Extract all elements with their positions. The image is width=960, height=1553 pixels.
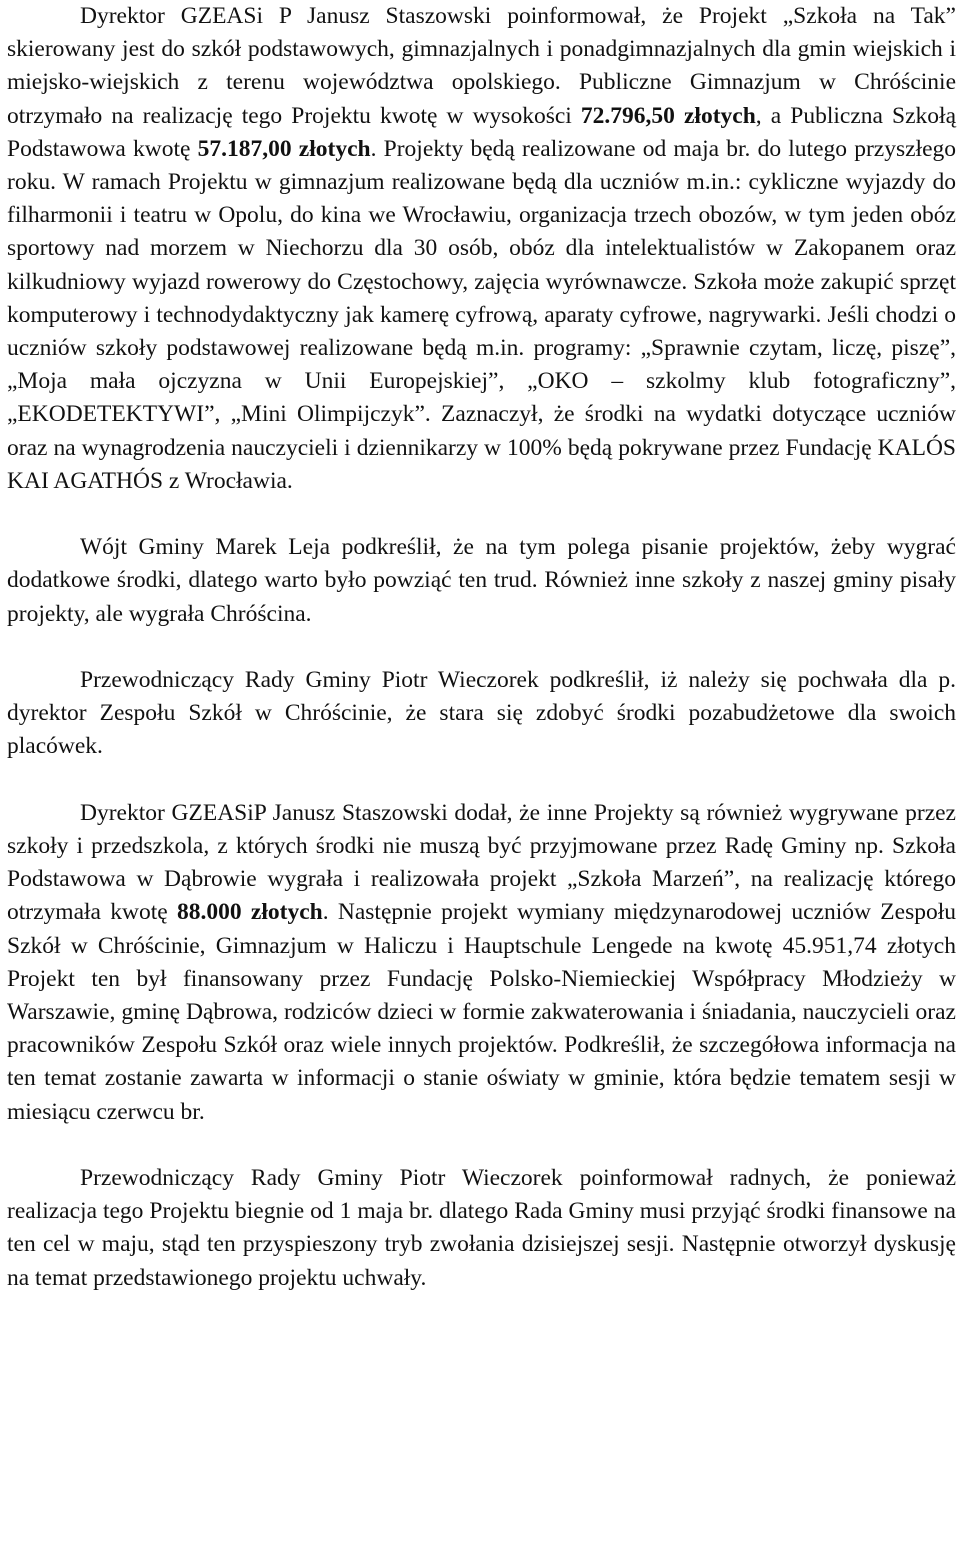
paragraph-4-amount: 88.000 złotych (176, 899, 323, 926)
paragraph-3 (7, 664, 956, 764)
paragraph-1-amount-szkola: 57.187,00 złotych (197, 135, 371, 162)
paragraph-1-amount-gimnazjum: 72.796,50 złotych (580, 102, 756, 129)
paragraph-5-text: Przewodniczący Rady Gminy Piotr Wieczorek poinformował radnych, że ponieważ realizacja tego Projektu biegnie od 1 maja br. dlatego Rada Gminy musi przyjąć środki finansowe na ten cel w maju, stąd ten przyspieszony tryb zwołania dzisiejszej sesji. Następnie otworzył dyskusję na temat przedstawionego projektu uchwały. (7, 1165, 956, 1291)
paragraph-5 (7, 1162, 956, 1295)
paragraph-4-text-2: . Następnie projekt wymiany międzynarodowej uczniów Zespołu Szkół w Chróścinie, Gimnazjum w Haliczu i Hauptschule Lengede na kwotę 45.951,74 złotych Projekt ten był finansowany przez Fundację Polsko-Niemieckiej Współpracy Młodzieży w Warszawie, gminę Dąbrowa, rodziców dzieci w formie zakwaterowania i śniadania, nauczycieli oraz pracowników Zespołu Szkół oraz wiele innych projektów. Podkreślił, że szczegółowa informacja na ten temat zostanie zawarta w informacji o stanie oświaty w gminie, która będzie tematem sesji w miesiącu czerwcu br. (7, 899, 957, 1125)
paragraph-2-text: Wójt Gminy Marek Leja podkreślił, że na tym polega pisanie projektów, żeby wygrać dodatkowe środki, dlatego warto było powziąć ten trud. Również inne szkoły z naszej gminy pisały projekty, ale wygrała Chróścina. (7, 534, 956, 627)
paragraph-1-text-2: , a Publiczna Szkołą Podstawowa kwotę (7, 102, 957, 162)
paragraph-3-text: Przewodniczący Rady Gminy Piotr Wieczorek podkreślił, iż należy się pochwała dla p. dyrektor Zespołu Szkół w Chróścinie, że stara się zdobyć środki pozabudżetowe dla swoich placówek. (7, 667, 956, 760)
document-body (7, 0, 956, 1295)
paragraph-1 (7, 0, 956, 498)
paragraph-4 (7, 797, 956, 1129)
paragraph-1-text-1: Dyrektor GZEASi P Janusz Staszowski poinformował, że Projekt „Szkoła na Tak” skierowany jest do szkół podstawowych, gimnazjalnych i ponadgimnazjalnych dla gmin wiejskich i miejsko-wiejskich z terenu województwa opolskiego. Publiczne Gimnazjum w Chróścinie otrzymało na realizację tego Projektu kwotę w wysokości (7, 3, 956, 129)
paragraph-2 (7, 531, 956, 631)
paragraph-4-text-1: Dyrektor GZEASiP Janusz Staszowski dodał, że inne Projekty są również wygrywane przez szkoły i przedszkola, z których środki nie muszą być przyjmowane przez Radę Gminy np. Szkoła Podstawowa w Dąbrowie wygrała i realizowała projekt „Szkoła Marzeń”, na realizację którego otrzymała kwotę (7, 799, 956, 926)
paragraph-1-text-3: . Projekty będą realizowane od maja br. do lutego przyszłego roku. W ramach Projektu w gimnazjum realizowane będą dla uczniów m.in.: cykliczne wyjazdy do filharmonii i teatru w Opolu, do kina we Wrocławiu, organizacja trzech obozów, w tym jeden obóz sportowy nad morzem w Niechorzu dla 30 osób, obóz dla intelektualistów w Zakopanem oraz kilkudniowy wyjazd rowerowy do Częstochowy, zajęcia wyrównawcze. Szkoła może zakupić sprzęt komputerowy i technodydaktyczny jak kamerę cyfrową, aparaty cyfrowe, nagrywarki. Jeśli chodzi o uczniów szkoły podstawowej realizowane będą m.in. programy: „Sprawnie czytam, liczę, piszę”, „Moja mała ojczyzna w Unii Europejskiej”, „OKO – szkolmy klub fotograficzny”, „EKODETEKTYWI”, „Mini Olimpijczyk”. Zaznaczył, że środki na wydatki dotyczące uczniów oraz na wynagrodzenia nauczycieli i dziennikarzy w 100% będą pokrywane przez Fundację KALÓS KAI AGATHÓS z Wrocławia. (7, 135, 956, 494)
